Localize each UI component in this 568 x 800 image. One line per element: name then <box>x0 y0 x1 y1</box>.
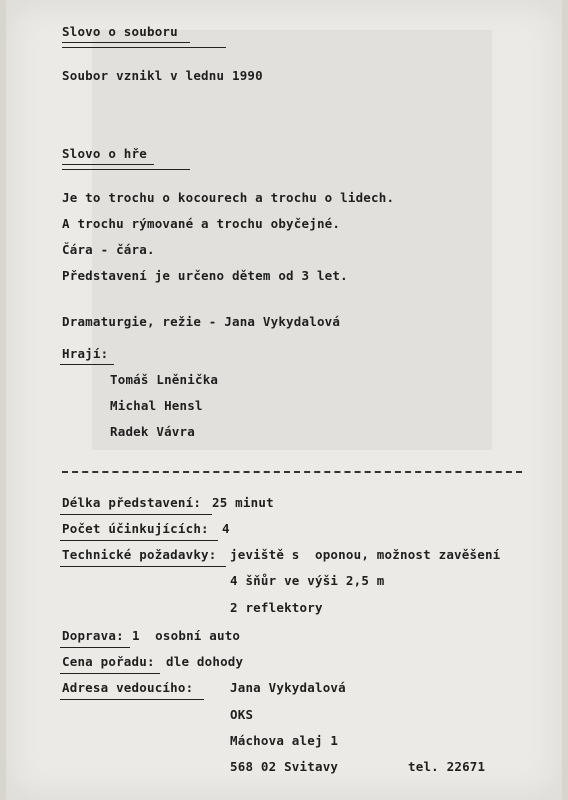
ensemble-heading: Slovo o souboru <box>62 24 178 39</box>
transport-value: 1 osobní auto <box>132 628 241 643</box>
dramaturgy-line: Dramaturgie, režie - Jana Vykydalová <box>62 314 341 329</box>
tech-line: jeviště s oponou, možnost zavěšení <box>230 547 501 562</box>
play-line: Čára - čára. <box>62 242 155 257</box>
price-label: Cena pořadu: <box>62 654 155 669</box>
length-value: 25 minut <box>212 495 274 510</box>
address-line: Jana Vykydalová <box>230 680 346 695</box>
label-underline <box>60 540 218 541</box>
label-underline <box>60 699 204 700</box>
heading-underline <box>62 42 190 43</box>
heading-underline <box>62 169 190 170</box>
label-underline <box>60 673 160 674</box>
document-page <box>6 0 562 800</box>
label-underline <box>60 514 212 515</box>
play-heading: Slovo o hře <box>62 146 147 161</box>
play-line: Představení je určeno dětem od 3 let. <box>62 268 348 283</box>
play-line: Je to trochu o kocourech a trochu o lidech. <box>62 190 395 205</box>
price-value: dle dohody <box>166 654 244 669</box>
label-underline <box>60 566 226 567</box>
cast-member: Michal Hensl <box>110 398 203 413</box>
cast-member: Radek Vávra <box>110 424 195 439</box>
cast-label: Hrají: <box>62 346 109 361</box>
ensemble-text: Soubor vznikl v lednu 1990 <box>62 68 263 83</box>
tech-line: 2 reflektory <box>230 600 323 615</box>
address-line: OKS <box>230 707 254 722</box>
play-line: A trochu rýmované a trochu obyčejné. <box>62 216 341 231</box>
tech-label: Technické požadavky: <box>62 547 217 562</box>
performers-label: Počet účinkujících: <box>62 521 209 536</box>
label-underline <box>60 364 114 365</box>
address-line: 568 02 Svitavy <box>230 759 339 774</box>
tech-line: 4 šňůr ve výši 2,5 m <box>230 573 385 588</box>
address-line: Máchova alej 1 <box>230 733 339 748</box>
address-label: Adresa vedoucího: <box>62 680 194 695</box>
length-label: Délka představení: <box>62 495 202 510</box>
cast-member: Tomáš Lněnička <box>110 372 219 387</box>
heading-underline <box>62 47 226 48</box>
performers-value: 4 <box>222 521 230 536</box>
heading-underline <box>62 164 154 165</box>
phone-number: tel. 22671 <box>408 759 486 774</box>
label-underline <box>60 647 130 648</box>
transport-label: Doprava: <box>62 628 124 643</box>
show-through-shadow <box>92 30 492 450</box>
dashed-separator <box>62 471 522 473</box>
